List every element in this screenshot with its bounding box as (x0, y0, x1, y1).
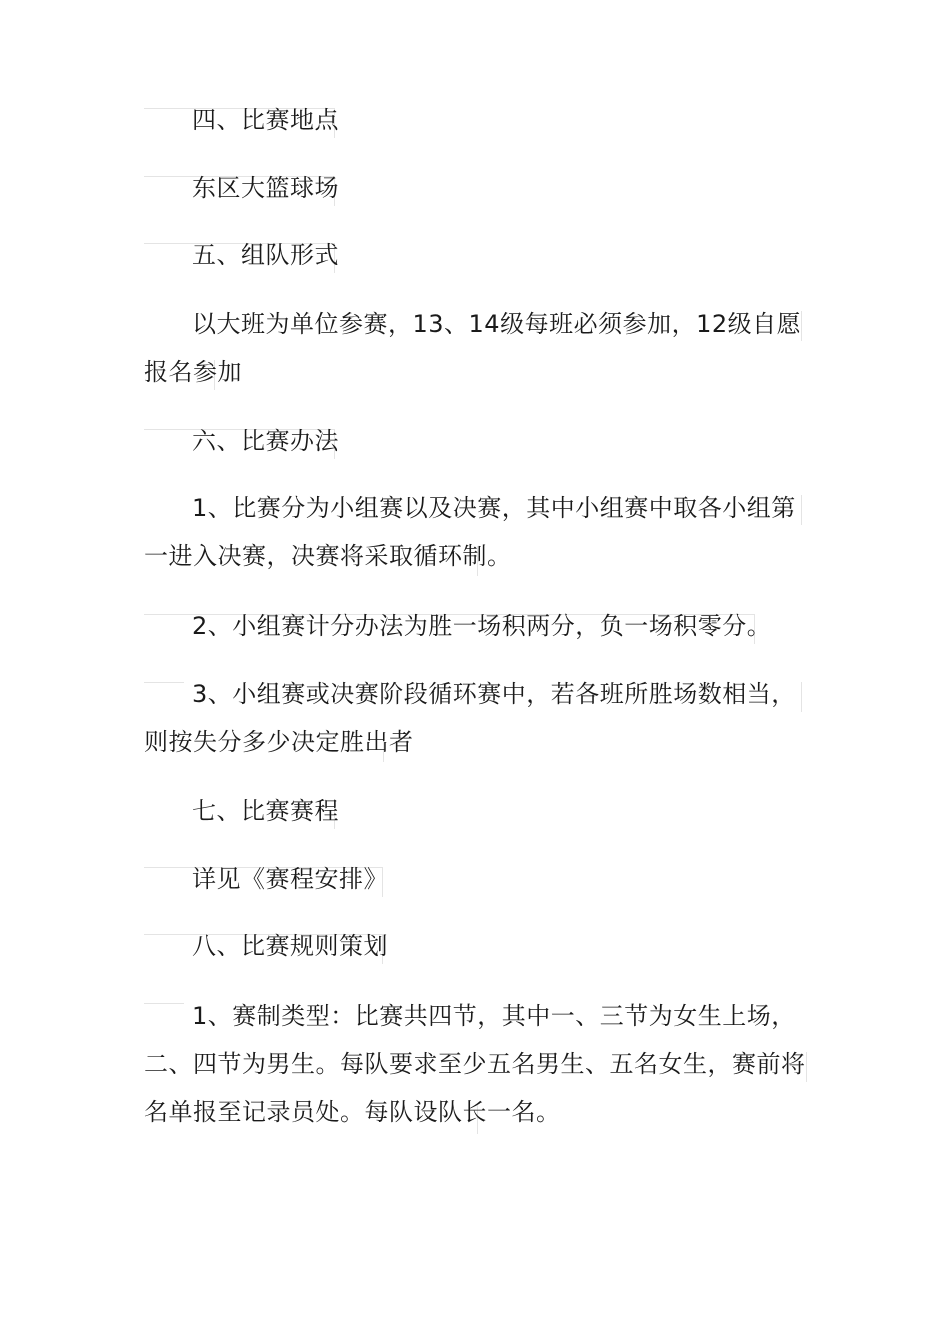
paragraph-rules-1: 1、赛制类型：比赛共四节，其中一、三节为女生上场，二、四节为男生。每队要求至少五名男生、五名女生，赛前将名单报至记录员处。每队设队长一名。 (144, 1002, 806, 1126)
paragraph-method-3: 3、小组赛或决赛阶段循环赛中，若各班所胜场数相当，则按失分多少决定胜出者 (144, 680, 796, 756)
paragraph-method-2: 2、小组赛计分办法为胜一场积两分，负一场积零分。 (192, 612, 772, 640)
paragraph-team-form: 以大班为单位参赛，13、14级每班必须参加，12级自愿报名参加 (144, 310, 802, 386)
section-heading-rules: 八、比赛规则策划 (192, 932, 388, 960)
section-heading-method: 六、比赛办法 (192, 427, 339, 455)
section-heading-team-form: 五、组队形式 (192, 241, 339, 269)
paragraph-schedule: 详见《赛程安排》 (192, 865, 388, 893)
paragraph-venue: 东区大篮球场 (192, 174, 339, 202)
section-heading-schedule: 七、比赛赛程 (192, 797, 339, 825)
section-heading-venue: 四、比赛地点 (192, 106, 339, 134)
paragraph-method-1: 1、比赛分为小组赛以及决赛，其中小组赛中取各小组第一进入决赛，决赛将采取循环制。 (144, 494, 796, 570)
